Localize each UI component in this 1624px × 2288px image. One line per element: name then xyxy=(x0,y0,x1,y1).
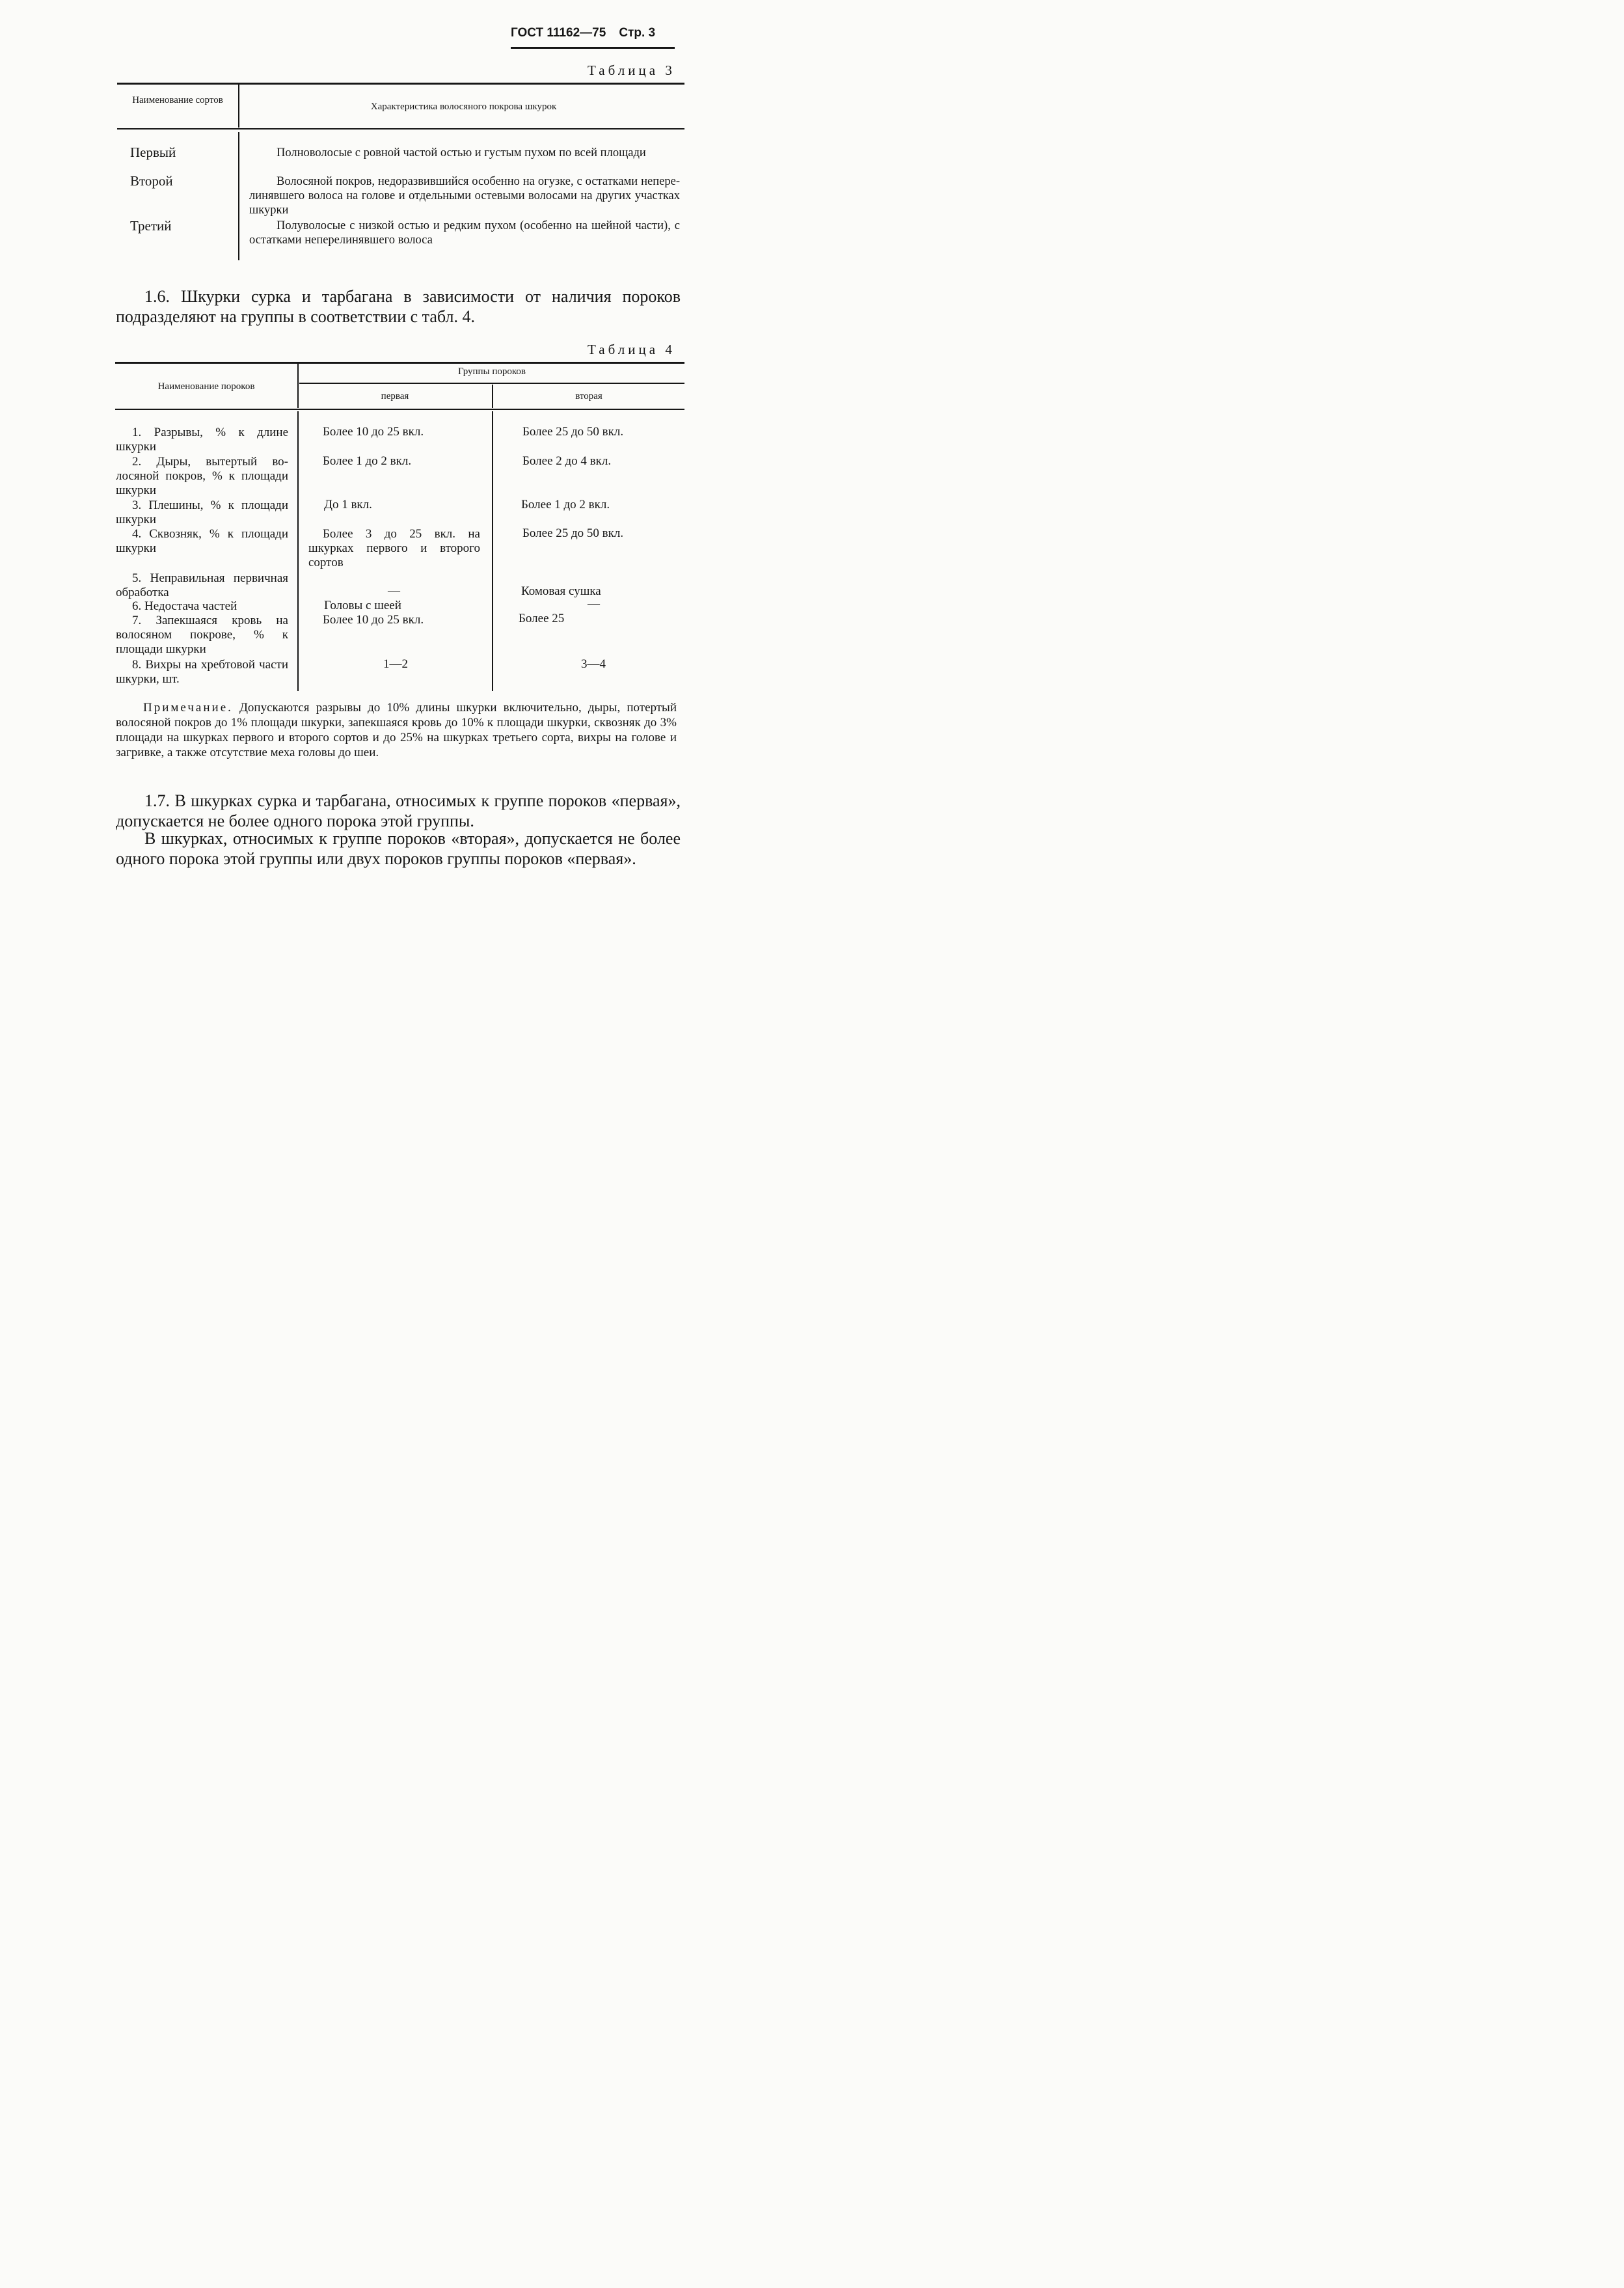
table4-header-second: вторая xyxy=(575,391,602,402)
table3-row-second-desc: Волосяной покров, недоразвившийся особенно на огузке, с остатками неперелинявшего волоса на голове и отдельными остевыми волосами на других участках шкурки xyxy=(249,175,680,217)
table4-header-rule xyxy=(115,409,684,410)
table4-row-2-second: Более 2 до 4 вкл. xyxy=(522,454,612,468)
table3-row-third-name: Третий xyxy=(130,218,172,234)
table4-row-1-first: Более 10 до 25 вкл. xyxy=(323,425,424,439)
table3-header-rule xyxy=(117,128,684,129)
table4-row-4-first: Более 3 до 25 вкл. на шкурках первого и второго сортов xyxy=(308,527,480,569)
table3-row-second-name: Второй xyxy=(130,173,173,189)
table4-header-first: первая xyxy=(381,391,409,402)
table4-groups-rule xyxy=(299,383,684,384)
table4-row-2-first: Более 1 до 2 вкл. xyxy=(323,454,412,468)
running-header xyxy=(511,26,655,40)
table3-top-rule xyxy=(117,83,684,85)
standard-number: ГОСТ 11162—75 xyxy=(511,26,606,40)
table4-row-5-second: Комовая сушка xyxy=(521,584,601,598)
table3-header-divider xyxy=(238,85,239,128)
table4-row-1-name: 1. Разрывы, % к длине шкурки xyxy=(116,426,288,454)
table4-header-divider-1 xyxy=(297,364,299,408)
table4-note xyxy=(116,700,677,760)
header-rule xyxy=(511,47,675,49)
paragraph-1-6: 1.6. Шкурки сурка и тарбагана в зависимости от наличия пороков подразделяют на группы в соответствии с табл. 4. xyxy=(116,287,681,326)
table4-header-name: Наименование пороков xyxy=(157,381,255,392)
table4-row-8-second: 3—4 xyxy=(581,657,606,671)
table4-row-6-name: 6. Недостача частей xyxy=(132,599,237,613)
table3-body-divider xyxy=(238,132,239,260)
table4-top-rule xyxy=(115,362,684,364)
table4-row-5-name: 5. Неправильная первичная обработка xyxy=(116,571,288,599)
table4-body-divider-2 xyxy=(492,411,493,691)
paragraph-1-7-continued: В шкурках, относимых к группе пороков «вторая», допускается не более одного порока этой группы или двух пороков группы пороков «первая». xyxy=(116,829,681,868)
table3-row-third-desc: Полуволосые с низкой остью и редким пухом (особенно на шейной части), с остатками неперелинявшего волоса xyxy=(249,219,680,247)
note-label: Примечание. xyxy=(143,701,233,715)
page-number: Стр. 3 xyxy=(619,26,656,40)
table4-row-3-second: Более 1 до 2 вкл. xyxy=(521,498,610,511)
table4-row-1-second: Более 25 до 50 вкл. xyxy=(522,425,624,439)
table3-row-first-desc: Полноволосые с ровной частой остью и густым пухом по всей площади xyxy=(277,146,646,159)
table4-row-7-second: Более 25 xyxy=(519,612,565,625)
table4-caption: Таблица 4 xyxy=(588,342,675,357)
table4-row-4-name: 4. Сквозняк, % к площади шкурки xyxy=(116,527,288,555)
table4-header-divider-2 xyxy=(492,385,493,408)
table4-row-7-first: Более 10 до 25 вкл. xyxy=(323,613,424,627)
table3-col-header-desc: Характеристика волосяного покрова шкурок xyxy=(370,102,557,112)
table4-row-6-first: Головы с шеей xyxy=(324,599,401,612)
note-text: Допускаются разрывы до 10% длины шкурки включительно, дыры, потертый волосяной покров до 1% площади шкурки, запекшаяся кровь до 10% к площади шкурки, сквозняк до 3% площади на шкурках первого и второго сортов и до 25% на шкурках третьего сорта, вихры на голове и загривке, а также отсутствие меха головы до шеи. xyxy=(116,701,677,759)
table4-row-3-name: 3. Плешины, % к площади шкурки xyxy=(116,498,288,526)
table4-row-7-name: 7. Запекшаяся кровь на волосяном покрове, % к площади шкурки xyxy=(116,614,288,656)
table3-caption: Таблица 3 xyxy=(588,62,675,78)
table4-row-5-first: — xyxy=(388,584,400,598)
table4-row-8-name: 8. Вихры на хребтовой части шкурки, шт. xyxy=(116,658,288,686)
table3-col-header-name: Наименование сортов xyxy=(132,95,223,105)
table4-row-4-second: Более 25 до 50 вкл. xyxy=(522,526,624,540)
table3-row-first-name: Первый xyxy=(130,144,176,160)
table4-row-3-first: До 1 вкл. xyxy=(324,498,372,511)
table4-header-groups: Группы пороков xyxy=(457,366,526,377)
table4-row-2-name: 2. Дыры, вытертый волосяной покров, % к площади шкурки xyxy=(116,455,288,497)
table4-row-8-first: 1—2 xyxy=(383,657,408,671)
table4-row-6-second: — xyxy=(588,597,600,610)
paragraph-1-7: 1.7. В шкурках сурка и тарбагана, относимых к группе пороков «первая», допускается не более одного порока этой группы. xyxy=(116,791,681,830)
table4-body-divider-1 xyxy=(297,411,299,691)
